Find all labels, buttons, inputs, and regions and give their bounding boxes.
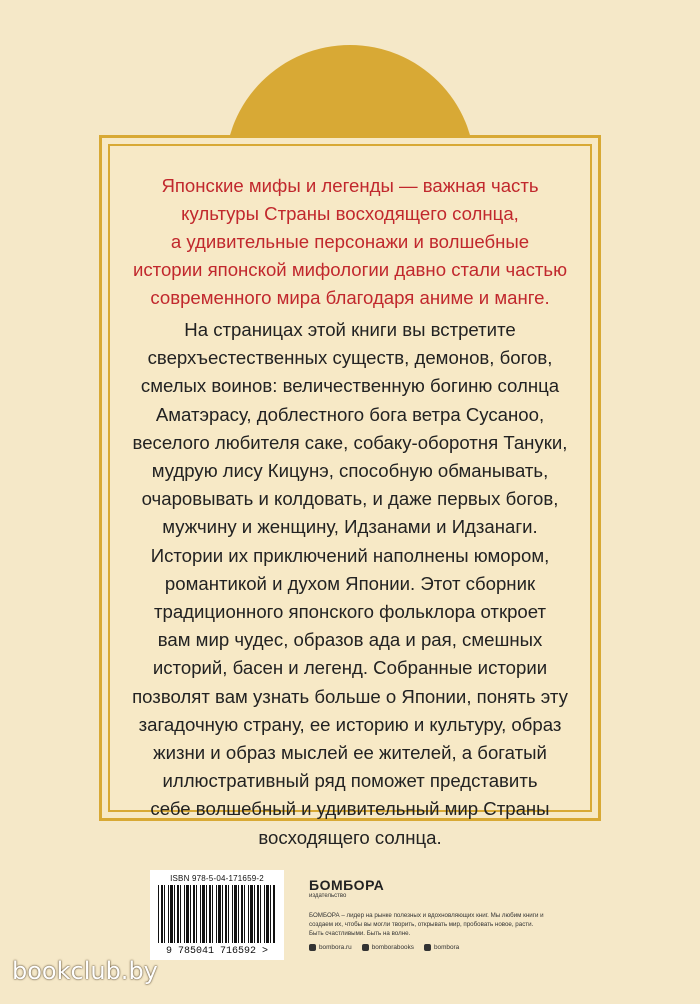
lead-paragraph bbox=[0, 172, 700, 312]
isbn-text: ISBN 978-5-04-171659-2 bbox=[170, 874, 264, 883]
publisher-description: БОМБОРА – лидер на рынке полезных и вдохновляющих книг. Мы любим книги и создаем их, чтобы вы могли творить, открывать мир, пробовать новое, расти. Быть счастливыми. Быть на волне. bbox=[309, 912, 544, 937]
body-line: мудрую лису Кицунэ, способную обманывать, bbox=[151, 460, 549, 482]
vk-icon bbox=[424, 944, 431, 951]
social-item bbox=[362, 944, 414, 951]
body-line: романтикой и духом Японии. Этот сборник bbox=[164, 572, 536, 594]
body-line: Истории их приключений наполнены юмором, bbox=[150, 544, 550, 566]
social-item bbox=[424, 944, 459, 951]
publisher-logo: БОМБОРА bbox=[309, 877, 385, 893]
instagram-icon bbox=[362, 944, 369, 951]
body-line: позволят вам узнать больше о Японии, понять эту bbox=[132, 685, 568, 707]
site-watermark: bookclub.by bbox=[12, 957, 158, 985]
body-line: сверхъестественных существ, демонов, богов, bbox=[147, 347, 553, 369]
publisher-socials bbox=[309, 944, 549, 951]
social-label: bombora bbox=[433, 944, 460, 951]
social-label: bomborabooks bbox=[371, 944, 414, 951]
body-line: веселого любителя саке, собаку-оборотня Тануки, bbox=[132, 431, 568, 453]
lead-line: истории японской мифологии давно стали частью bbox=[132, 259, 568, 280]
body-line: очаровывать и колдовать, и даже первых богов, bbox=[141, 488, 559, 510]
body-line: мужчину и женщину, Идзанами и Идзанаги. bbox=[162, 516, 538, 538]
body-line: жизни и образ мыслей ее жителей, а богатый bbox=[153, 742, 547, 764]
barcode-digits: 9 785041 716592 > bbox=[165, 946, 269, 957]
social-label: bombora.ru bbox=[319, 944, 352, 951]
body-line: восходящего солнца. bbox=[258, 826, 442, 848]
publisher-subtitle: издательство bbox=[309, 893, 347, 899]
barcode bbox=[150, 870, 284, 960]
social-item bbox=[309, 944, 352, 951]
body-line: вам мир чудес, образов ада и рая, смешных bbox=[157, 629, 543, 651]
body-line: загадочную страну, ее историю и культуру, образ bbox=[138, 713, 562, 735]
lead-line: Японские мифы и легенды — важная часть bbox=[161, 175, 539, 196]
body-line: историй, басен и легенд. Собранные истории bbox=[152, 657, 548, 679]
body-line: Аматэрасу, доблестного бога ветра Сусаноо, bbox=[155, 403, 545, 425]
body-line: На страницах этой книги вы встретите bbox=[184, 319, 516, 340]
body-line: себе волшебный и удивительный мир Страны bbox=[150, 798, 550, 820]
web-icon bbox=[309, 944, 316, 951]
body-line: смелых воинов: величественную богиню солнца bbox=[140, 375, 560, 397]
publisher-block bbox=[309, 878, 549, 951]
lead-line: современного мира благодаря аниме и манге. bbox=[150, 287, 550, 308]
lead-line: а удивительные персонажи и волшебные bbox=[170, 231, 530, 252]
body-line: иллюстративный ряд поможет представить bbox=[162, 770, 538, 792]
body-line: традиционного японского фольклора откроет bbox=[153, 601, 547, 623]
description-paragraph bbox=[0, 316, 700, 852]
barcode-bars bbox=[158, 885, 276, 943]
lead-line: культуры Страны восходящего солнца, bbox=[181, 203, 519, 224]
